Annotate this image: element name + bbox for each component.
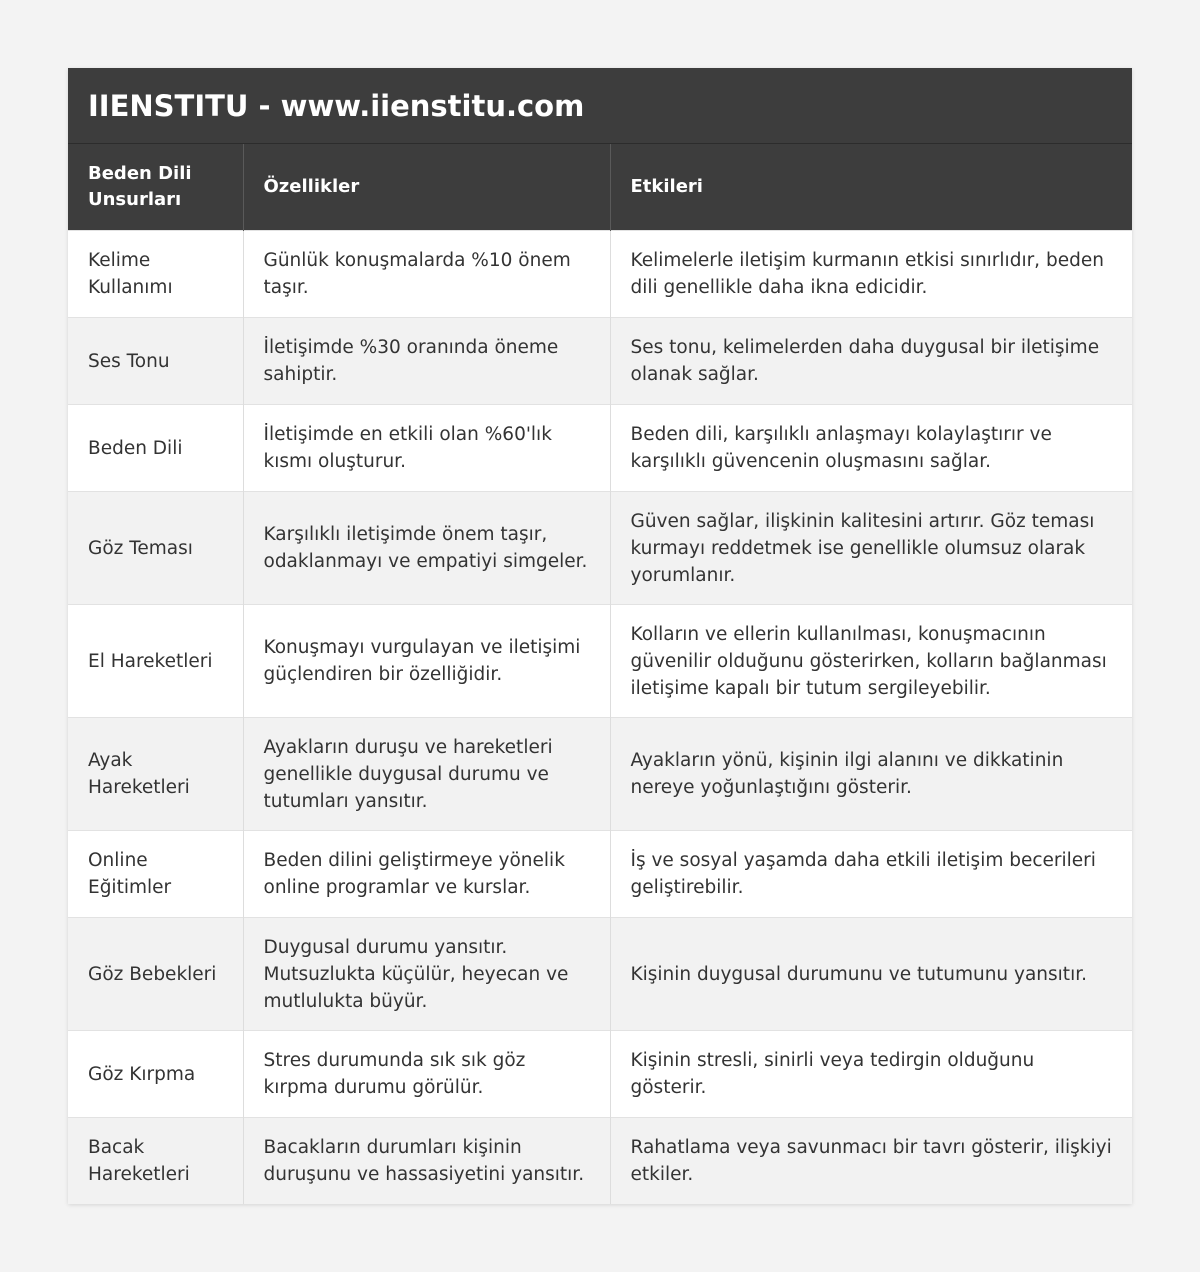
table-row (68, 492, 1132, 605)
table-row (68, 231, 1132, 318)
table-row (68, 1118, 1132, 1205)
table-cell: Stres durumunda sık sık göz kırpma durumu görülür. (243, 1031, 610, 1118)
table-cell: Göz Teması (68, 492, 243, 605)
table-cell: Ayak Hareketleri (68, 718, 243, 831)
table-cell: Ses Tonu (68, 318, 243, 405)
table-cell: Kişinin stresli, sinirli veya tedirgin olduğunu gösterir. (610, 1031, 1132, 1118)
table-cell: Kolların ve ellerin kullanılması, konuşmacının güvenilir olduğunu gösterirken, kolların bağlanması iletişime kapalı bir tutum sergileyebilir. (610, 605, 1132, 718)
table-row (68, 831, 1132, 918)
column-header-effects: Etkileri (610, 144, 1132, 231)
table-cell: Duygusal durumu yansıtır. Mutsuzlukta küçülür, heyecan ve mutlulukta büyür. (243, 918, 610, 1031)
table-row (68, 718, 1132, 831)
table-cell: Beden dilini geliştirmeye yönelik online programlar ve kurslar. (243, 831, 610, 918)
table-row (68, 605, 1132, 718)
table-cell: Kelimelerle iletişim kurmanın etkisi sınırlıdır, beden dili genellikle daha ikna edicidir. (610, 231, 1132, 318)
data-table (68, 144, 1132, 1204)
table-cell: Ses tonu, kelimelerden daha duygusal bir iletişime olanak sağlar. (610, 318, 1132, 405)
table-row (68, 918, 1132, 1031)
table-cell: Karşılıklı iletişimde önem taşır, odaklanmayı ve empatiyi simgeler. (243, 492, 610, 605)
table-cell: Rahatlama veya savunmacı bir tavrı gösterir, ilişkiyi etkiler. (610, 1118, 1132, 1205)
table-header-row (68, 144, 1132, 231)
table-cell: Kişinin duygusal durumunu ve tutumunu yansıtır. (610, 918, 1132, 1031)
table-cell: Beden Dili (68, 405, 243, 492)
table-cell: Ayakların yönü, kişinin ilgi alanını ve dikkatinin nereye yoğunlaştığını gösterir. (610, 718, 1132, 831)
table-cell: Online Eğitimler (68, 831, 243, 918)
table-row (68, 1031, 1132, 1118)
table-cell: Göz Bebekleri (68, 918, 243, 1031)
column-header-element: Beden Dili Unsurları (68, 144, 243, 231)
table-cell: El Hareketleri (68, 605, 243, 718)
table-cell: Beden dili, karşılıklı anlaşmayı kolaylaştırır ve karşılıklı güvencenin oluşmasını sağlar. (610, 405, 1132, 492)
table-cell: İletişimde %30 oranında öneme sahiptir. (243, 318, 610, 405)
table-cell: Günlük konuşmalarda %10 önem taşır. (243, 231, 610, 318)
table-cell: Bacak Hareketleri (68, 1118, 243, 1205)
table-cell: Bacakların durumları kişinin duruşunu ve hassasiyetini yansıtır. (243, 1118, 610, 1205)
page-title: IIENSTITU - www.iienstitu.com (68, 68, 1132, 144)
column-header-features: Özellikler (243, 144, 610, 231)
table-cell: Ayakların duruşu ve hareketleri genellikle duygusal durumu ve tutumları yansıtır. (243, 718, 610, 831)
table-cell: Göz Kırpma (68, 1031, 243, 1118)
table-cell: Konuşmayı vurgulayan ve iletişimi güçlendiren bir özelliğidir. (243, 605, 610, 718)
table-cell: Güven sağlar, ilişkinin kalitesini artırır. Göz teması kurmayı reddetmek ise genellikle olumsuz olarak yorumlanır. (610, 492, 1132, 605)
table-card (68, 68, 1132, 1204)
table-cell: İş ve sosyal yaşamda daha etkili iletişim becerileri geliştirebilir. (610, 831, 1132, 918)
table-row (68, 405, 1132, 492)
table-row (68, 318, 1132, 405)
table-cell: İletişimde en etkili olan %60'lık kısmı oluşturur. (243, 405, 610, 492)
table-cell: Kelime Kullanımı (68, 231, 243, 318)
